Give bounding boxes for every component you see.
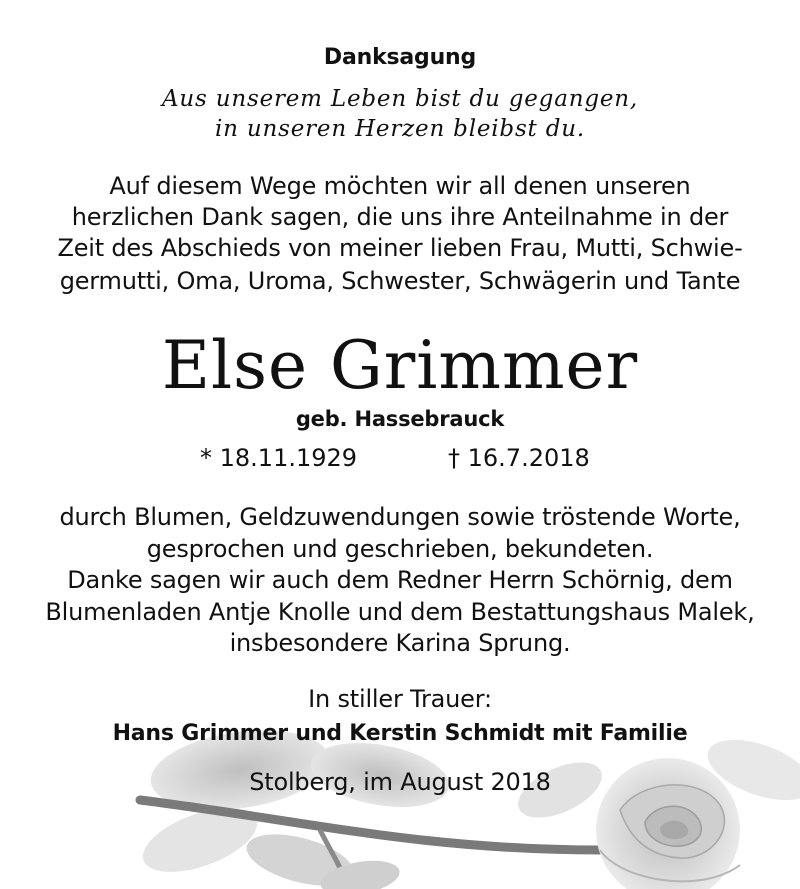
place-date: Stolberg, im August 2018 xyxy=(249,768,551,796)
intro-line-3: Zeit des Abschieds von meiner lieben Frau, Mutti, Schwie- xyxy=(57,234,743,262)
body-line-1: durch Blumen, Geldzuwendungen sowie tröstende Worte, xyxy=(59,503,741,531)
intro-line-1: Auf diesem Wege möchten wir all denen unseren xyxy=(109,172,691,200)
signers: Hans Grimmer und Kerstin Schmidt mit Familie xyxy=(112,721,688,746)
birth-name: geb. Hassebrauck xyxy=(295,407,505,431)
body-line-2: gesprochen und geschrieben, bekundeten. xyxy=(146,535,654,563)
intro-line-4: germutti, Oma, Uroma, Schwester, Schwägerin und Tante xyxy=(59,267,741,295)
birth-date: * 18.11.1929 xyxy=(200,444,358,472)
deceased-name: Else Grimmer xyxy=(161,327,639,404)
body-line-5: insbesondere Karina Sprung. xyxy=(229,629,571,657)
intro-line-2: herzlichen Dank sagen, die uns ihre Anteilnahme in der xyxy=(71,203,729,231)
notice-heading: Danksagung xyxy=(323,45,477,70)
mourning-label: In stiller Trauer: xyxy=(308,685,492,713)
verse-line-2: in unseren Herzen bleibst du. xyxy=(215,116,585,142)
body-line-4: Blumenladen Antje Knolle und dem Bestattungshaus Malek, xyxy=(45,598,755,626)
life-dates xyxy=(0,443,800,475)
body-line-3: Danke sagen wir auch dem Redner Herrn Schörnig, dem xyxy=(67,566,733,594)
death-date: † 16.7.2018 xyxy=(448,444,590,472)
verse-line-1: Aus unserem Leben bist du gegangen, xyxy=(162,86,638,112)
